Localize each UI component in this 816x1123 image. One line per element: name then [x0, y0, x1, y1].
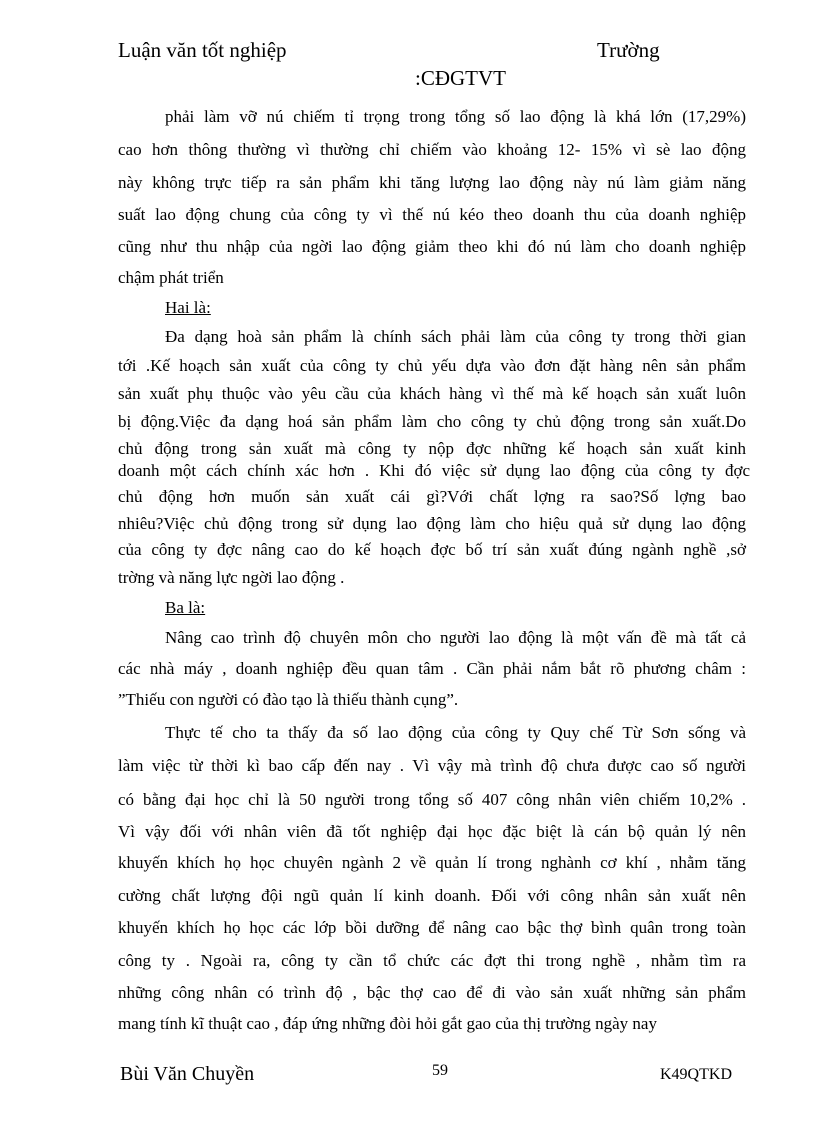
body-line: cao hơn thông thường vì thường chỉ chiếm vào khoảng 12- 15% vì sè lao động	[118, 140, 746, 159]
body-line: bị động.Việc đa dạng hoá sản phẩm làm cho công ty chủ động trong sản xuất.Do	[118, 412, 746, 431]
body-line: sản xuất phụ thuộc vào yêu cầu của khách hàng vì thế mà kế hoạch sản xuất luôn	[118, 384, 746, 403]
body-line: của công ty đợc nâng cao do kế hoạch đợc bố trí sản xuất đúng ngành nghề ,sở	[118, 540, 746, 559]
body-line: Nâng cao trình độ chuyên môn cho người lao động là một vấn đề mà tất cả	[165, 628, 746, 647]
body-line: Vì vậy đối với nhân viên đã tốt nghiệp đại học đặc biệt là cán bộ quản lý nên	[118, 822, 746, 841]
body-line: Đa dạng hoà sản phẩm là chính sách phải làm của công ty trong thời gian	[165, 327, 746, 346]
body-line: tới .Kế hoạch sản xuất của công ty chủ yếu dựa vào đơn đặt hàng nên sản phẩm	[118, 356, 746, 375]
body-line: khuyến khích họ học các lớp bồi dưỡng để nâng cao bậc thợ bình quân trong toàn	[118, 918, 746, 937]
body-line: làm việc từ thời kì bao cấp đến nay . Vì vậy mà trình độ chưa được cao số người	[118, 756, 746, 775]
body-line: chậm phát triển	[118, 268, 224, 287]
body-line: các nhà máy , doanh nghiệp đều quan tâm . Cần phải nắm bắt rõ phương châm :	[118, 659, 746, 678]
body-line: Thực tế cho ta thấy đa số lao động của công ty Quy chế Từ Sơn sống và	[165, 723, 746, 742]
header-title: Luận văn tốt nghiệp	[118, 38, 287, 62]
body-line: chủ động hơn muốn sản xuất cái gì?Với chất lợng ra sao?Số lợng bao	[118, 487, 746, 506]
body-line: cường chất lượng đội ngũ quản lí kinh doanh. Đối với công nhân sản xuất nên	[118, 886, 746, 905]
section-heading-hai: Hai là:	[165, 298, 211, 317]
body-line: phải làm vỡ nú chiếm tỉ trọng trong tổng số lao động là khá lớn (17,29%)	[165, 107, 746, 126]
body-line: này không trực tiếp ra sản phẩm khi tăng lượng lao động này nú làm giảm năng	[118, 173, 746, 192]
footer-author: Bùi Văn Chuyền	[120, 1063, 255, 1085]
footer-class-code: K49QTKD	[660, 1066, 732, 1083]
body-line: nhiêu?Việc chủ động trong sử dụng lao động làm cho hiệu quả sử dụng lao động	[118, 514, 746, 533]
body-line: khuyến khích họ học chuyên ngành 2 về quản lí trong nghành cơ khí , nhằm tăng	[118, 853, 746, 872]
body-line: doanh một cách chính xác hơn . Khi đó việc sử dụng lao động của công ty đợc	[118, 461, 750, 480]
body-line: công ty . Ngoài ra, công ty cần tổ chức các đợt thi trong nghề , nhằm tìm ra	[118, 951, 746, 970]
header-school: Trường	[597, 38, 660, 62]
page-number: 59	[432, 1062, 448, 1079]
section-heading-ba: Ba là:	[165, 598, 206, 617]
body-line: những công nhân có trình độ , bậc thợ cao để đi vào sản xuất những sản phẩm	[118, 983, 746, 1002]
body-line: mang tính kĩ thuật cao , đáp ứng những đòi hỏi gắt gao của thị trường ngày nay	[118, 1014, 657, 1033]
body-line: chủ động trong sản xuất mà công ty nộp đợc những kế hoạch sản xuất kinh	[118, 439, 746, 458]
header-school-code: :CĐGTVT	[415, 66, 506, 90]
body-line: trờng và năng lực ngời lao động .	[118, 568, 345, 587]
body-line: ”Thiếu con người có đào tạo là thiếu thành cụng”.	[118, 690, 459, 709]
body-line: suất lao động chung của công ty vì thế nú kéo theo doanh thu của doanh nghiệp	[118, 205, 746, 224]
body-line: cũng như thu nhập của ngời lao động giảm theo khi đó nú làm cho doanh nghiệp	[118, 237, 746, 256]
body-line: có bằng đại học chỉ là 50 người trong tổng số 407 công nhân viên chiếm 10,2% .	[118, 790, 746, 809]
